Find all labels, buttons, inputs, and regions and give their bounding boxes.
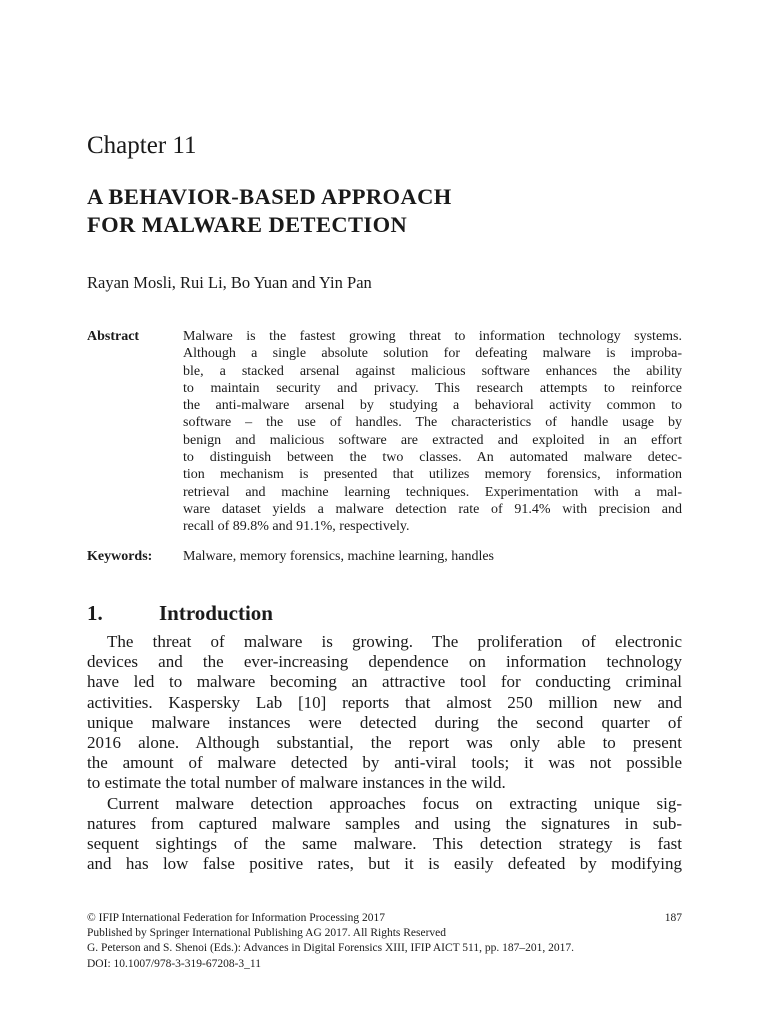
abstract-line: benign and malicious software are extracted and exploited in an effort	[183, 432, 682, 448]
abstract-line: retrieval and machine learning techniques. Experimentation with a mal-	[183, 484, 682, 500]
paper-title-line-2: FOR MALWARE DETECTION	[87, 212, 408, 237]
chapter-heading: Chapter 11	[87, 132, 197, 159]
abstract-text	[183, 328, 682, 536]
copyright-line: © IFIP International Federation for Information Processing 2017	[87, 912, 385, 924]
citation-line: G. Peterson and S. Shenoi (Eds.): Advances in Digital Forensics XIII, IFIP AICT 511, pp. 187–201, 2017.	[87, 942, 575, 955]
doi-line: DOI: 10.1007/978-3-319-67208-3_11	[87, 957, 261, 970]
body-line: devices and the ever-increasing dependence on information technology	[87, 652, 682, 672]
publisher-line: Published by Springer International Publishing AG 2017. All Rights Reserved	[87, 927, 447, 940]
abstract-line: ware dataset yields a malware detection rate of 91.4% with precision and	[183, 501, 682, 517]
section-title: Introduction	[159, 601, 273, 625]
copyright-footer	[87, 911, 682, 972]
body-line: natures from captured malware samples and using the signatures in sub-	[87, 813, 682, 833]
body-line: and has low false positive rates, but it is easily defeated by modifying	[87, 854, 682, 874]
body-line: 2016 alone. Although substantial, the report was only able to present	[87, 733, 682, 753]
paper-title-line-1: A BEHAVIOR-BASED APPROACH	[87, 184, 452, 209]
body-line: The threat of malware is growing. The proliferation of electronic	[107, 632, 682, 651]
body-line: sequent sightings of the same malware. This detection strategy is fast	[87, 834, 682, 854]
abstract-line: the anti-malware arsenal by studying a behavioral activity common to	[183, 398, 682, 414]
abstract-label: Abstract	[87, 329, 140, 344]
keywords-label: Keywords:	[87, 549, 153, 564]
abstract-line: to maintain security and privacy. This research attempts to reinforce	[183, 380, 682, 396]
body-line: activities. Kaspersky Lab [10] reports that almost 250 million new and	[87, 692, 682, 712]
abstract-line: recall of 89.8% and 91.1%, respectively.	[183, 519, 410, 535]
keywords-text: Malware, memory forensics, machine learning, handles	[183, 549, 495, 564]
body-line: unique malware instances were detected during the second quarter of	[87, 712, 682, 732]
page-number: 187	[664, 912, 682, 924]
body-line: the amount of malware detected by anti-viral tools; it was not possible	[87, 753, 682, 773]
abstract-line: ble, a stacked arsenal against malicious software enhances the ability	[183, 363, 682, 379]
body-line: Current malware detection approaches focus on extracting unique sig-	[107, 793, 682, 813]
abstract-line: software – the use of handles. The characteristics of handle usage by	[183, 415, 682, 431]
body-line: have led to malware becoming an attractive tool for conducting criminal	[87, 672, 682, 692]
abstract-line: tion mechanism is presented that utilizes memory forensics, information	[183, 467, 682, 483]
body-line: to estimate the total number of malware instances in the wild.	[87, 773, 506, 793]
section-number: 1.	[87, 601, 103, 625]
body-text	[87, 632, 682, 874]
abstract-line: Although a single absolute solution for defeating malware is improba-	[183, 346, 682, 362]
abstract-line: to distinguish between the two classes. An automated malware detec-	[183, 450, 682, 466]
authors: Rayan Mosli, Rui Li, Bo Yuan and Yin Pan	[87, 273, 372, 292]
abstract-line: Malware is the fastest growing threat to information technology systems.	[183, 329, 682, 344]
